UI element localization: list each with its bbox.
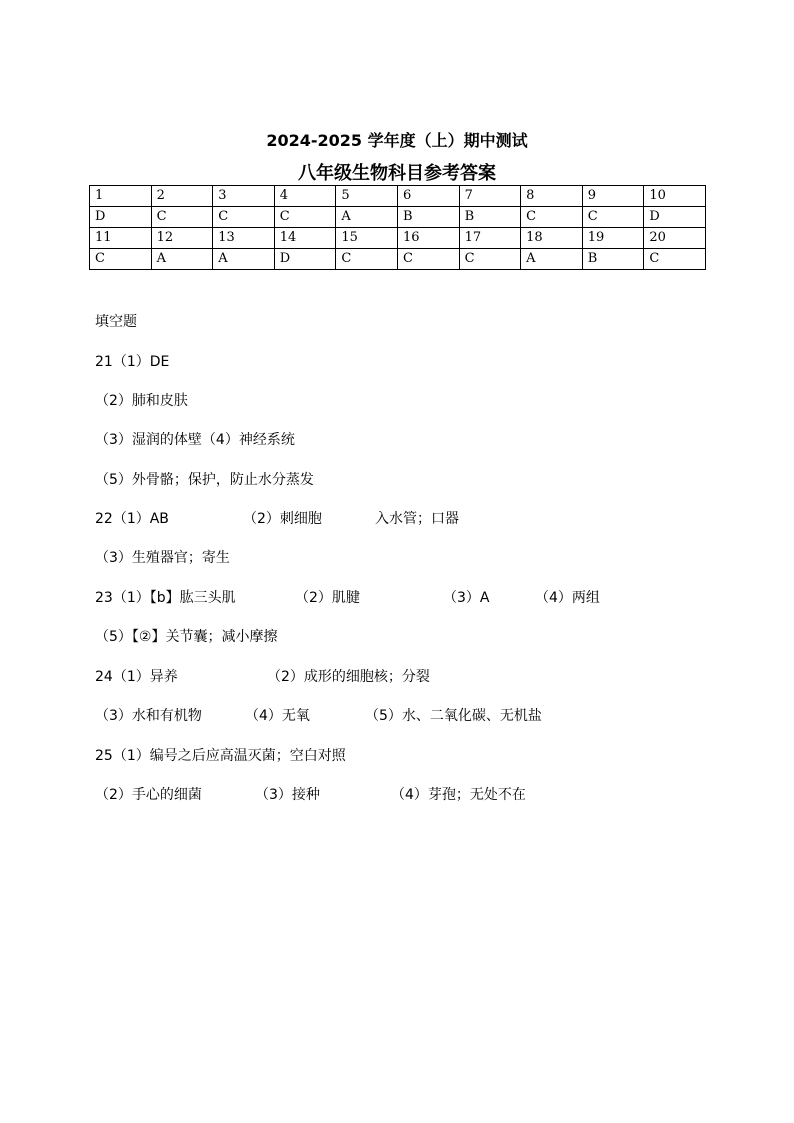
table-cell: C xyxy=(582,207,644,228)
answer-text: （3）水和有机物 xyxy=(95,708,202,724)
answer-text: （2）手心的细菌 xyxy=(95,787,202,803)
answer-text: （3）A xyxy=(443,590,490,606)
table-cell: A xyxy=(151,249,213,270)
table-cell: D xyxy=(644,207,706,228)
table-cell: A xyxy=(336,207,398,228)
answer-text: （5）水、二氧化碳、无机盐 xyxy=(365,708,542,724)
table-cell: 19 xyxy=(582,228,644,249)
answer-text: （2）肺和皮肤 xyxy=(95,393,188,409)
table-cell: A xyxy=(213,249,275,270)
answer-text: （2）肌腱 xyxy=(295,590,360,606)
table-cell: 17 xyxy=(459,228,521,249)
table-cell: 1 xyxy=(90,186,152,207)
table-row xyxy=(90,186,706,207)
table-cell: 13 xyxy=(213,228,275,249)
table-cell: 16 xyxy=(397,228,459,249)
document-title: 2024-2025 学年度（上）期中测试 xyxy=(266,131,528,150)
table-cell: B xyxy=(397,207,459,228)
document-subtitle: 八年级生物科目参考答案 xyxy=(298,163,496,184)
table-cell: 6 xyxy=(397,186,459,207)
table-cell: 20 xyxy=(644,228,706,249)
table-cell: C xyxy=(213,207,275,228)
answer-text: （5）外骨骼；保护，防止水分蒸发 xyxy=(95,472,314,488)
table-cell: C xyxy=(521,207,583,228)
table-cell: A xyxy=(521,249,583,270)
table-row xyxy=(90,249,706,270)
answer-text: （2）成形的细胞核；分裂 xyxy=(267,669,430,685)
table-cell: 8 xyxy=(521,186,583,207)
answer-text: （4）无氧 xyxy=(245,708,310,724)
table-cell: 14 xyxy=(274,228,336,249)
answer-text: （3）生殖器官；寄生 xyxy=(95,550,230,566)
table-cell: C xyxy=(644,249,706,270)
table-cell: 4 xyxy=(274,186,336,207)
table-row xyxy=(90,207,706,228)
answer-text: （4）两组 xyxy=(535,590,600,606)
table-cell: B xyxy=(459,207,521,228)
table-cell: 5 xyxy=(336,186,398,207)
table-cell: C xyxy=(397,249,459,270)
answer-text: 22（1）AB xyxy=(95,511,169,527)
table-cell: C xyxy=(90,249,152,270)
table-cell: C xyxy=(274,207,336,228)
answer-text: 24（1）异养 xyxy=(95,669,178,685)
table-cell: D xyxy=(90,207,152,228)
table-cell: D xyxy=(274,249,336,270)
section-heading: 填空题 xyxy=(95,314,137,330)
table-cell: C xyxy=(336,249,398,270)
answer-text: （5）【②】关节囊；减小摩擦 xyxy=(95,629,278,645)
table-cell: B xyxy=(582,249,644,270)
answer-table xyxy=(89,185,706,270)
table-cell: 11 xyxy=(90,228,152,249)
table-cell: 18 xyxy=(521,228,583,249)
answer-text: 25（1）编号之后应高温灭菌；空白对照 xyxy=(95,748,346,764)
answer-text: 23（1）【b】肱三头肌 xyxy=(95,590,236,606)
table-row xyxy=(90,228,706,249)
table-cell: 15 xyxy=(336,228,398,249)
table-cell: C xyxy=(459,249,521,270)
answer-text: 21（1）DE xyxy=(95,354,170,370)
table-cell: 10 xyxy=(644,186,706,207)
table-cell: 12 xyxy=(151,228,213,249)
answer-text: （3）湿润的体壁（4）神经系统 xyxy=(95,432,295,448)
answer-text: 入水管；口器 xyxy=(375,511,459,527)
table-cell: 9 xyxy=(582,186,644,207)
answer-text: （2）刺细胞 xyxy=(243,511,322,527)
table-cell: 2 xyxy=(151,186,213,207)
table-cell: C xyxy=(151,207,213,228)
answer-text: （3）接种 xyxy=(255,787,320,803)
table-cell: 3 xyxy=(213,186,275,207)
table-cell: 7 xyxy=(459,186,521,207)
answer-text: （4）芽孢；无处不在 xyxy=(391,787,526,803)
